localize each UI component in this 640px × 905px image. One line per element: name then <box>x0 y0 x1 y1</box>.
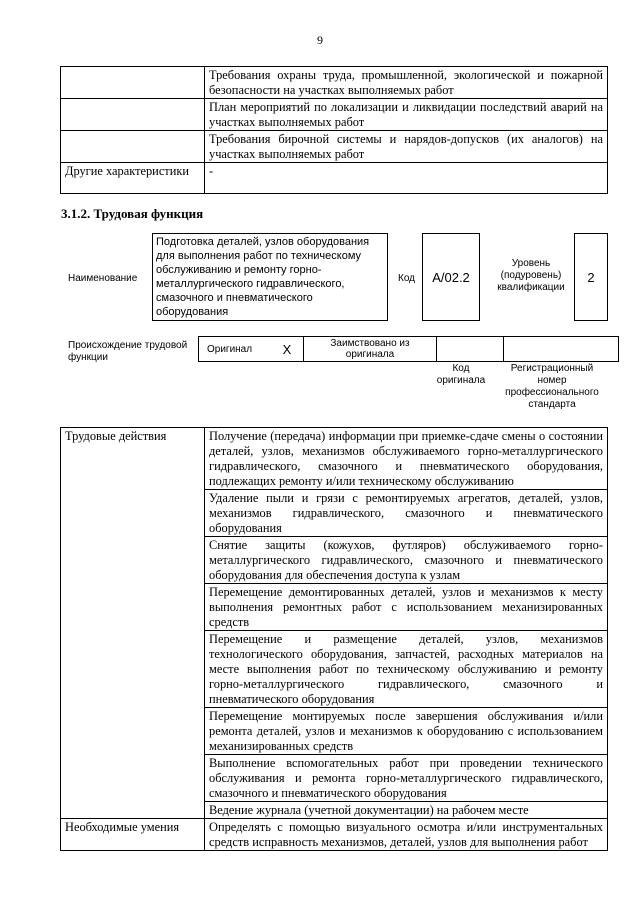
table-row <box>61 131 608 163</box>
table-cell-right: Требования охраны труда, промышленной, экологической и пожарной безопасности на участках выполняемых работ <box>205 67 608 99</box>
labor-action-item: Перемещение монтируемых после завершения обслуживания и/или ремонта деталей, узлов и механизмов к оборудованию с использованием механизированных средств <box>205 708 608 755</box>
table-row <box>61 163 608 194</box>
table-cell-right: План мероприятий по локализации и ликвидации последствий аварий на участках выполняемых работ <box>205 99 608 131</box>
requirements-table <box>60 66 608 194</box>
labor-action-item: Ведение журнала (учетной документации) на рабочем месте <box>205 802 608 819</box>
borrowed-label: Заимствовано из оригинала <box>304 337 437 362</box>
table-cell-right: Требования бирочной системы и нарядов-допусков (их аналогов) на участках выполняемых работ <box>205 131 608 163</box>
table-cell-left <box>61 99 205 131</box>
registration-number-cell <box>504 337 619 362</box>
labor-action-item: Получение (передача) информации при приемке-сдаче смены о состоянии деталей, узлов, механизмов обслуживаемого горно-металлургического гидравлического, смазочного и пневматического оборудования, подлежащих ремонту и/или техническому обслуживанию <box>205 428 608 490</box>
table-row <box>61 428 608 490</box>
table-row <box>61 67 608 99</box>
table-row <box>199 337 619 362</box>
name-label: Наименование <box>68 273 138 284</box>
function-name-box: Подготовка деталей, узлов оборудования для выполнения работ по техническому обслуживанию и ремонту горно-металлургического гидравлического, смазочного и пневматического оборудования <box>152 233 388 321</box>
original-label: Оригинал <box>199 337 272 362</box>
required-skills-label: Необходимые умения <box>61 819 205 851</box>
function-code-box: А/02.2 <box>422 233 480 321</box>
other-characteristics-label: Другие характеристики <box>61 163 205 194</box>
labor-actions-table <box>60 427 608 851</box>
required-skill-item: Определять с помощью визуального осмотра и/или инструментальных средств исправность механизмов, деталей, узлов для выполнения работ <box>205 819 608 851</box>
labor-action-item: Удаление пыли и грязи с ремонтируемых агрегатов, деталей, узлов, механизмов гидравлического, смазочного и пневматического оборудования <box>205 490 608 537</box>
other-characteristics-value: - <box>205 163 608 194</box>
table-row <box>61 819 608 851</box>
section-heading: 3.1.2. Трудовая функция <box>61 206 204 221</box>
labor-action-item: Снятие защиты (кожухов, футляров) обслуживаемого горно-металлургического гидравлического, смазочного и пневматического оборудования для обеспечения доступа к узлам <box>205 537 608 584</box>
original-code-cell <box>437 337 504 362</box>
original-code-caption: Код оригинала <box>436 363 486 386</box>
page-number: 9 <box>317 33 323 47</box>
origin-label: Происхождение трудовой функции <box>68 340 188 363</box>
origin-table <box>198 336 619 362</box>
labor-action-item: Перемещение и размещение деталей, узлов, механизмов технологического оборудования, запчастей, расходных материалов на месте выполнения работ по техническому обслуживанию и ремонту горно-металлургического гидравлического, смазочного и пневматического оборудования <box>205 631 608 708</box>
qualification-level-box: 2 <box>574 233 608 321</box>
table-cell-left <box>61 131 205 163</box>
table-row <box>61 99 608 131</box>
labor-action-item: Перемещение демонтированных деталей, узлов и механизмов к месту выполнения ремонтных работ с использованием механизированных средств <box>205 584 608 631</box>
registration-number-caption: Регистрационный номер профессионального стандарта <box>505 363 599 410</box>
table-cell-left <box>61 67 205 99</box>
code-label: Код <box>398 273 416 284</box>
labor-actions-label: Трудовые действия <box>61 428 205 819</box>
labor-action-item: Выполнение вспомогательных работ при проведении технического обслуживания и ремонта горно-металлургического гидравлического, смазочного и пневматического оборудования <box>205 755 608 802</box>
qualification-level-label: Уровень (подуровень) квалификации <box>497 258 565 293</box>
original-mark: X <box>271 337 304 362</box>
